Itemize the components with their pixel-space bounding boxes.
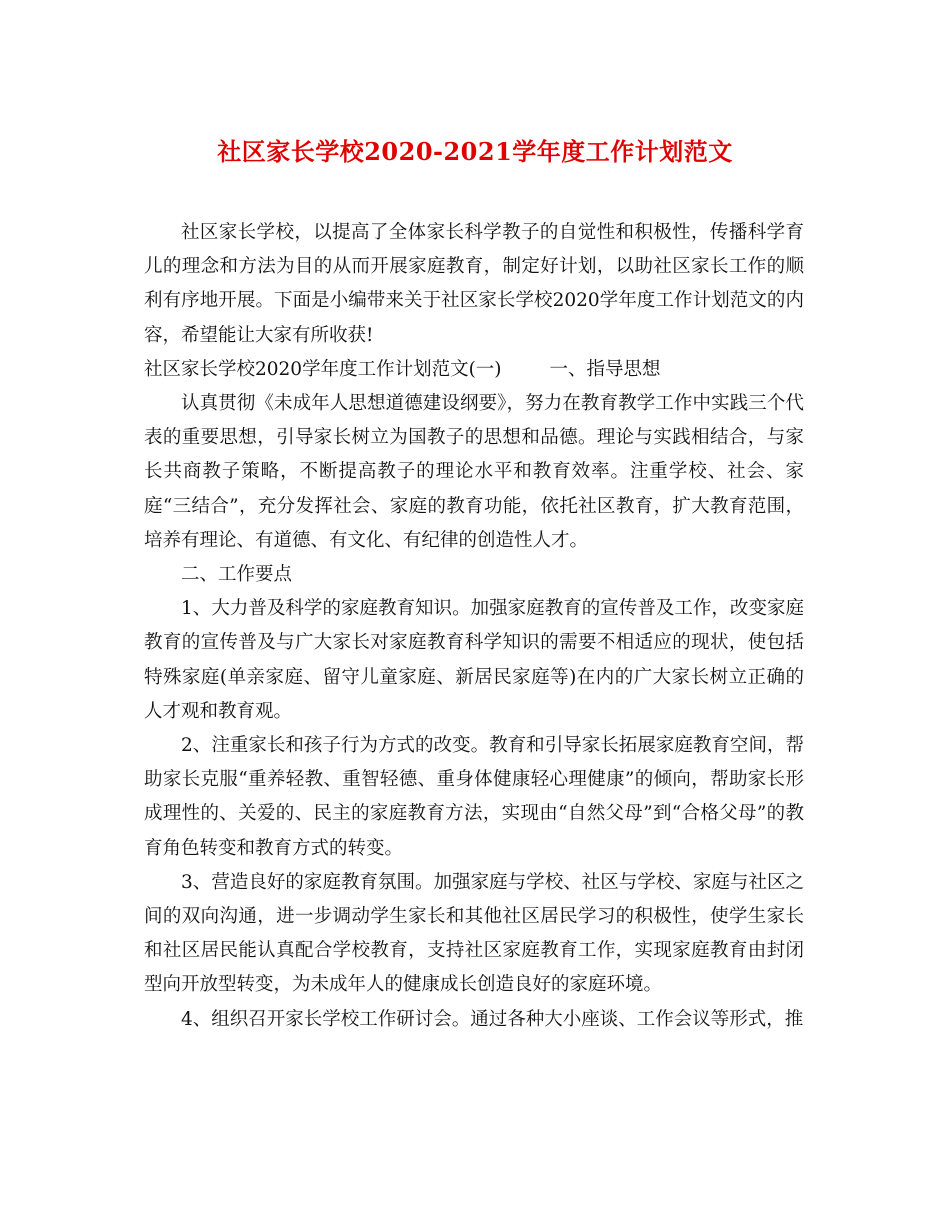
intro-paragraph: 社区家长学校，以提高了全体家长科学教子的自觉性和积极性，传播科学育儿的理念和方法为目的从而开展家庭教育，制定好计划，以助社区家长工作的顺利有序地开展。下面是小编带来关于社区家长学校2020学年度工作计划范文的内容，希望能让大家有所收获! — [144, 222, 804, 346]
document-title: 社区家长学校2020-2021学年度工作计划范文 — [217, 137, 733, 166]
subtitle-line — [144, 353, 804, 387]
section1-paragraph: 认真贯彻《未成年人思想道德建设纲要》，努力在教育教学工作中实践三个代表的重要思想，引导家长树立为国教子的思想和品德。理论与实践相结合，与家长共商教子策略，不断提高教子的理论水平和教育效率。注重学校、社会、家庭“三结合”，充分发挥社会、家庭的教育功能，依托社区教育，扩大教育范围，培养有理论、有道德、有文化、有纪律的创造性人才。 — [144, 393, 804, 551]
point2-paragraph: 2、注重家长和孩子行为方式的改变。教育和引导家长拓展家庭教育空间，帮助家长克服“重养轻教、重智轻德、重身体健康轻心理健康”的倾向，帮助家长形成理性的、关爱的、民主的家庭教育方法，实现由“自然父母”到“合格父母”的教育角色转变和教育方式的转变。 — [144, 735, 804, 859]
section1-heading: 一、指导思想 — [549, 358, 661, 380]
point1-paragraph: 1、大力普及科学的家庭教育知识。加强家庭教育的宣传普及工作，改变家庭教育的宣传普及与广大家长对家庭教育科学知识的需要不相适应的现状，使包括特殊家庭(单亲家庭、留守儿童家庭、新居民家庭等)在内的广大家长树立正确的人才观和教育观。 — [144, 598, 804, 722]
point4-paragraph: 4、组织召开家长学校工作研讨会。通过各种大小座谈、工作会议等形式，推 — [181, 1008, 804, 1030]
section2-heading: 二、工作要点 — [181, 564, 293, 586]
article-subtitle: 社区家长学校2020学年度工作计划范文(一) — [144, 358, 502, 380]
point3-paragraph: 3、营造良好的家庭教育氛围。加强家庭与学校、社区与学校、家庭与社区之间的双向沟通，进一步调动学生家长和其他社区居民学习的积极性，使学生家长和社区居民能认真配合学校教育，支持社区家庭教育工作，实现家庭教育由封闭型向开放型转变，为未成年人的健康成长创造良好的家庭环境。 — [144, 871, 804, 996]
document-body — [144, 216, 804, 1037]
